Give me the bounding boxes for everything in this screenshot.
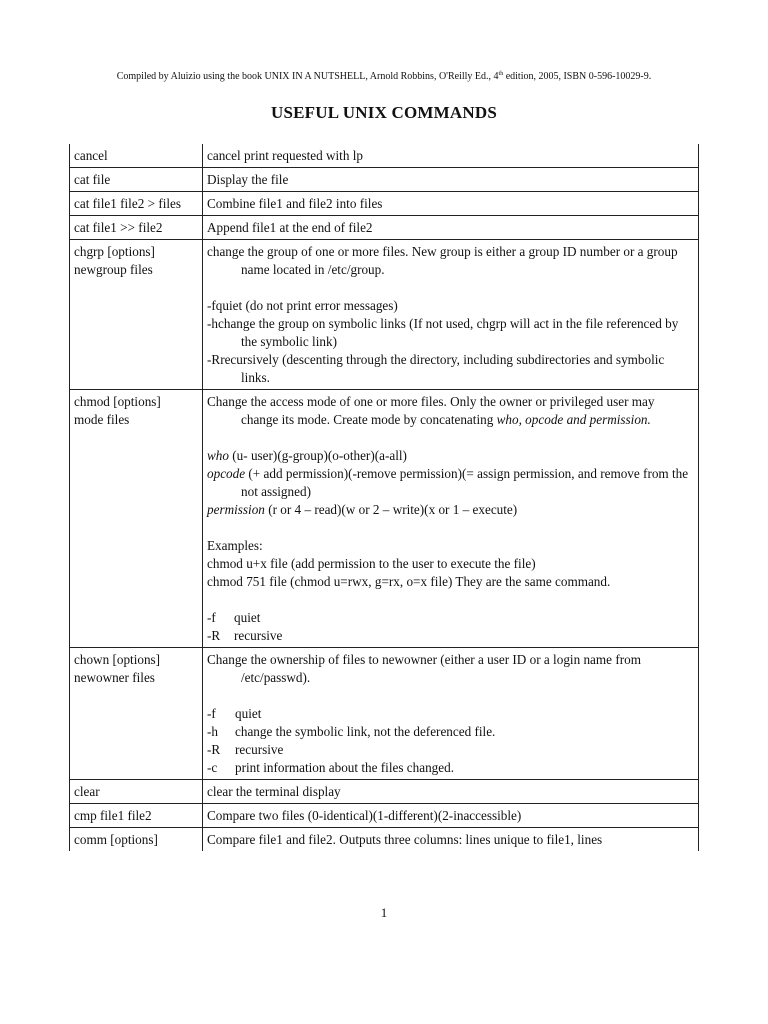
command-cell — [70, 804, 203, 828]
table-row — [70, 780, 699, 804]
citation-superscript: th — [498, 71, 504, 77]
description: clear the terminal display — [207, 784, 341, 799]
citation-text-end: edition, 2005, ISBN 0-596-10029-9. — [503, 71, 652, 82]
option-line — [207, 609, 695, 627]
command-cell — [70, 828, 203, 852]
permission-label: permission — [207, 502, 265, 517]
description-cell — [203, 648, 699, 780]
table-row — [70, 804, 699, 828]
table-row — [70, 390, 699, 648]
who-label: who — [207, 448, 229, 463]
option-line — [207, 627, 695, 645]
option-flag: -h — [207, 316, 218, 331]
permission-line — [207, 501, 695, 519]
command-args: newowner files — [74, 670, 155, 685]
option-line — [207, 705, 695, 723]
command-cell — [70, 216, 203, 240]
command-cell — [70, 240, 203, 390]
description-cell — [203, 804, 699, 828]
option-text: recursive — [234, 628, 283, 643]
description-italic: who, opcode and permission. — [496, 412, 651, 427]
opcode-line — [207, 465, 695, 501]
option-line — [207, 723, 695, 741]
option-flag: -f — [207, 610, 216, 625]
option-flag: -f — [207, 298, 216, 313]
description-cell — [203, 390, 699, 648]
command-name: chown [options] — [74, 652, 161, 667]
command-cell — [70, 390, 203, 648]
example-line: chmod 751 file (chmod u=rwx, g=rx, o=x file) They are the same command. — [207, 574, 611, 589]
table-row — [70, 240, 699, 390]
description-text: Change the access mode of one or more files. Only the owner or privileged user may change its mode. Create mode by concatenating — [207, 394, 655, 427]
option-text: quiet — [234, 610, 261, 625]
command-name: cmp file1 file2 — [74, 808, 152, 823]
command-cell — [70, 192, 203, 216]
option-line — [207, 759, 695, 777]
command-args: mode files — [74, 412, 130, 427]
option-line — [207, 351, 695, 387]
who-line — [207, 447, 695, 465]
description: Combine file1 and file2 into files — [207, 196, 383, 211]
description-cell — [203, 216, 699, 240]
option-text: print information about the files changed. — [235, 760, 454, 775]
command-cell — [70, 648, 203, 780]
examples-label: Examples: — [207, 538, 263, 553]
command-name: clear — [74, 784, 100, 799]
description: Display the file — [207, 172, 289, 187]
command-name: chmod [options] — [74, 394, 161, 409]
option-text: recursively (descenting through the directory, including subdirectories and symbolic links. — [220, 352, 665, 385]
command-name: cancel — [74, 148, 108, 163]
table-row — [70, 216, 699, 240]
description: Compare two files (0-identical)(1-different)(2-inaccessible) — [207, 808, 522, 823]
page-title: USEFUL UNIX COMMANDS — [271, 103, 497, 122]
description: change the group of one or more files. New group is either a group ID number or a group name located in /etc/group. — [207, 244, 678, 277]
option-line — [207, 297, 695, 315]
table-row — [70, 168, 699, 192]
table-row — [70, 828, 699, 852]
header-citation — [0, 71, 768, 83]
option-flag: -R — [207, 628, 221, 643]
option-text: change the group on symbolic links (If not used, chgrp will act in the file referenced by the symbolic link) — [218, 316, 679, 349]
option-flag: -c — [207, 760, 218, 775]
description-cell — [203, 168, 699, 192]
table-row — [70, 648, 699, 780]
table-row — [70, 192, 699, 216]
description-cell — [203, 828, 699, 852]
opcode-text: (+ add permission)(-remove permission)(= assign permission, and remove from the not assigned) — [241, 466, 689, 499]
command-cell — [70, 168, 203, 192]
example-line: chmod u+x file (add permission to the user to execute the file) — [207, 556, 536, 571]
option-text: quiet — [235, 706, 262, 721]
option-flag: -R — [207, 352, 221, 367]
page-number: 1 — [380, 905, 388, 920]
command-name: cat file1 file2 > files — [74, 196, 182, 211]
description: Compare file1 and file2. Outputs three columns: lines unique to file1, lines — [207, 832, 603, 847]
option-text: change the symbolic link, not the deferenced file. — [235, 724, 496, 739]
description: Change the ownership of files to newowner (either a user ID or a login name from /etc/passwd). — [207, 652, 641, 685]
option-flag: -R — [207, 742, 221, 757]
command-cell — [70, 780, 203, 804]
description: cancel print requested with lp — [207, 148, 363, 163]
option-text: quiet (do not print error messages) — [215, 298, 398, 313]
command-name: cat file — [74, 172, 111, 187]
option-flag: -f — [207, 706, 216, 721]
command-cell — [70, 144, 203, 168]
command-name: comm [options] — [74, 832, 158, 847]
description-cell — [203, 240, 699, 390]
description: Append file1 at the end of file2 — [207, 220, 373, 235]
option-text: recursive — [235, 742, 284, 757]
description-cell — [203, 780, 699, 804]
command-args: newgroup files — [74, 262, 153, 277]
citation-text: Compiled by Aluizio using the book UNIX IN A NUTSHELL, Arnold Robbins, O'Reilly Ed., 4 — [116, 71, 499, 82]
description — [207, 393, 695, 429]
commands-table — [69, 144, 699, 851]
command-name: cat file1 >> file2 — [74, 220, 163, 235]
description-cell — [203, 144, 699, 168]
option-flag: -h — [207, 724, 218, 739]
command-name: chgrp [options] — [74, 244, 155, 259]
option-line — [207, 741, 695, 759]
permission-text: (r or 4 – read)(w or 2 – write)(x or 1 – execute) — [264, 502, 518, 517]
option-line — [207, 315, 695, 351]
description-cell — [203, 192, 699, 216]
table-row — [70, 144, 699, 168]
who-text: (u- user)(g-group)(o-other)(a-all) — [228, 448, 407, 463]
opcode-label: opcode — [207, 466, 246, 481]
